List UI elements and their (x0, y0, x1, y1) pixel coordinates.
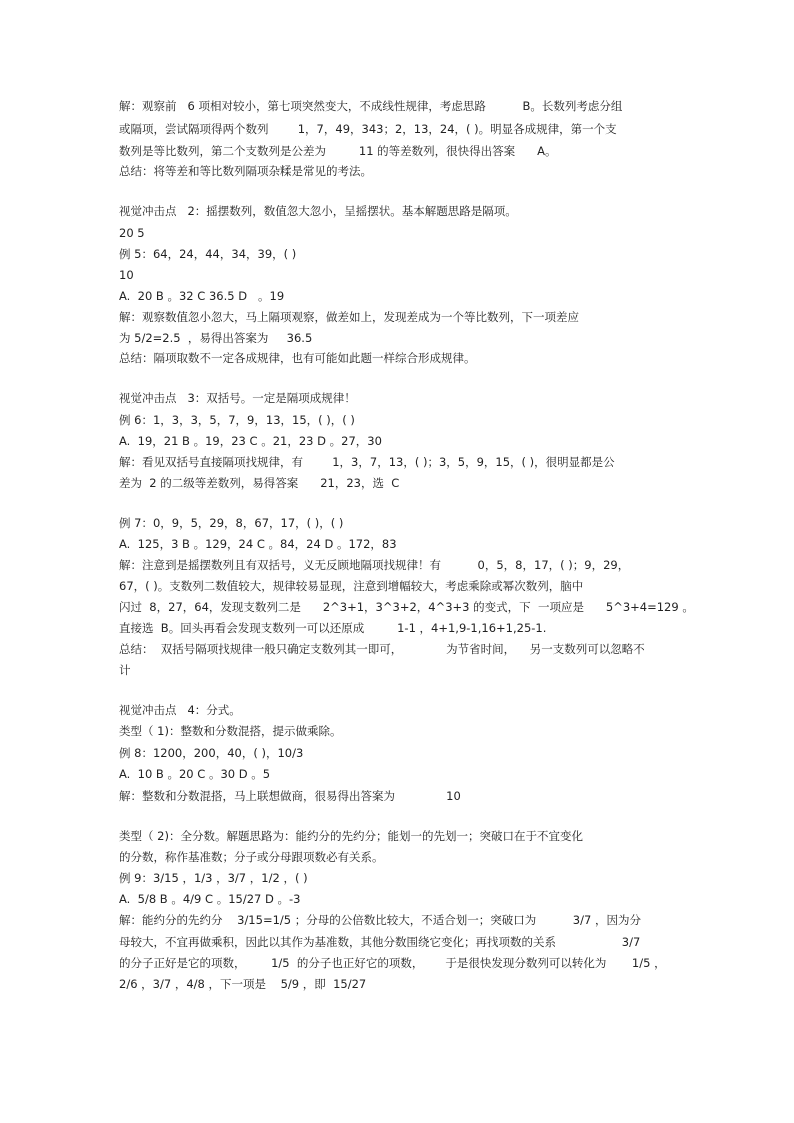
text-line: 20 5 (119, 226, 145, 240)
text-line: 的分子正好是它的项数， 1/5 的分子也正好它的项数， 于是很快发现分数列可以转化为 1/5 ， (119, 956, 666, 970)
text-line: 类型（ 1)：整数和分数混搭，提示做乘除。 (119, 724, 342, 738)
text-line: A. 10 B 。20 C 。30 D 。5 (119, 767, 271, 781)
text-line: 例 8：1200，200，40，( )，10/3 (119, 746, 304, 760)
text-line: 总结：将等差和等比数列隔项杂糅是常见的考法。 (119, 164, 372, 178)
text-line: 总结： 双括号隔项找规律一般只确定支数列其一即可， 为节省时间， 另一支数列可以忽略不 (119, 642, 645, 656)
text-line: 视觉冲击点 2：摇摆数列，数值忽大忽小，呈摇摆状。基本解题思路是隔项。 (119, 204, 517, 218)
text-line: 10 (119, 268, 134, 282)
text-line: 为 5/2=2.5 ，易得出答案为 36.5 (119, 331, 313, 345)
text-line: 或隔项，尝试隔项得两个数列 1，7，49，343；2，13，24，( )。明显各成规律，第一个支 (119, 122, 617, 136)
text-line: 数列是等比数列，第二个支数列是公差为 11 的等差数列，很快得出答案 A。 (119, 144, 557, 158)
text-line: A. 19，21 B 。19，23 C 。21，23 D 。27，30 (119, 434, 382, 448)
text-line: 2/6 ，3/7 ，4/8 ，下一项是 5/9 ，即 15/27 (119, 977, 367, 991)
text-line: 母较大，不宜再做乘积，因此以其作为基准数，其他分数围绕它变化；再找项数的关系 3/7 (119, 935, 641, 949)
text-line: 计 (119, 663, 131, 677)
text-line: 视觉冲击点 4：分式。 (119, 703, 241, 717)
text-line: 闪过 8，27，64，发现支数列二是 2^3+1，3^3+2，4^3+3 的变式，下 一项应是 5^3+4=129 。 (119, 600, 694, 614)
text-line: 例 9：3/15 ，1/3 ，3/7 ，1/2 ，( ) (119, 871, 308, 885)
text-line: 67，( )。支数列二数值较大，规律较易显现，注意到增幅较大，考虑乘除或幂次数列，脑中 (119, 579, 584, 593)
text-line: 解：观察前 6 项相对较小，第七项突然变大，不成线性规律，考虑思路 B。长数列考虑分组 (119, 99, 623, 113)
text-line: A. 125，3 B 。129，24 C 。84，24 D 。172，83 (119, 537, 397, 551)
text-line: 例 5：64，24，44，34，39，( ) (119, 247, 297, 261)
text-line: A. 20 B 。32 C 36.5 D 。19 (119, 289, 285, 303)
text-line: 总结：隔项取数不一定各成规律，也有可能如此题一样综合形成规律。 (119, 351, 476, 365)
text-line: A. 5/8 B 。4/9 C 。15/27 D 。-3 (119, 892, 301, 906)
text-line: 解：整数和分数混搭，马上联想做商，很易得出答案为 10 (119, 789, 461, 803)
text-line: 类型（ 2)：全分数。解题思路为：能约分的先约分；能划一的先划一；突破口在于不宜变化 (119, 829, 583, 843)
text-line: 的分数，称作基准数；分子或分母跟项数必有关系。 (119, 850, 384, 864)
text-line: 解：看见双括号直接隔项找规律，有 1，3，7，13，( )；3，5，9，15，( )，很明显都是公 (119, 455, 615, 469)
text-line: 例 6：1，3，3，5，7，9，13，15，( )，( ) (119, 413, 355, 427)
text-line: 例 7：0，9，5，29，8，67，17，( )，( ) (119, 516, 344, 530)
text-line: 视觉冲击点 3：双括号。一定是隔项成规律！ (119, 391, 356, 405)
text-line: 直接选 B。回头再看会发现支数列一可以还原成 1-1 ，4+1,9-1,16+1,25-1. (119, 621, 547, 635)
text-line: 解：观察数值忽小忽大，马上隔项观察，做差如上，发现差成为一个等比数列，下一项差应 (119, 310, 579, 324)
text-line: 差为 2 的二级等差数列，易得答案 21，23，选 C (119, 476, 400, 490)
text-line: 解：能约分的先约分 3/15=1/5 ；分母的公倍数比较大，不适合划一；突破口为 3/7 ，因为分 (119, 913, 641, 927)
text-line: 解：注意到是摇摆数列且有双括号，义无反顾地隔项找规律！有 0，5，8，17，( )；9，29， (119, 558, 630, 572)
